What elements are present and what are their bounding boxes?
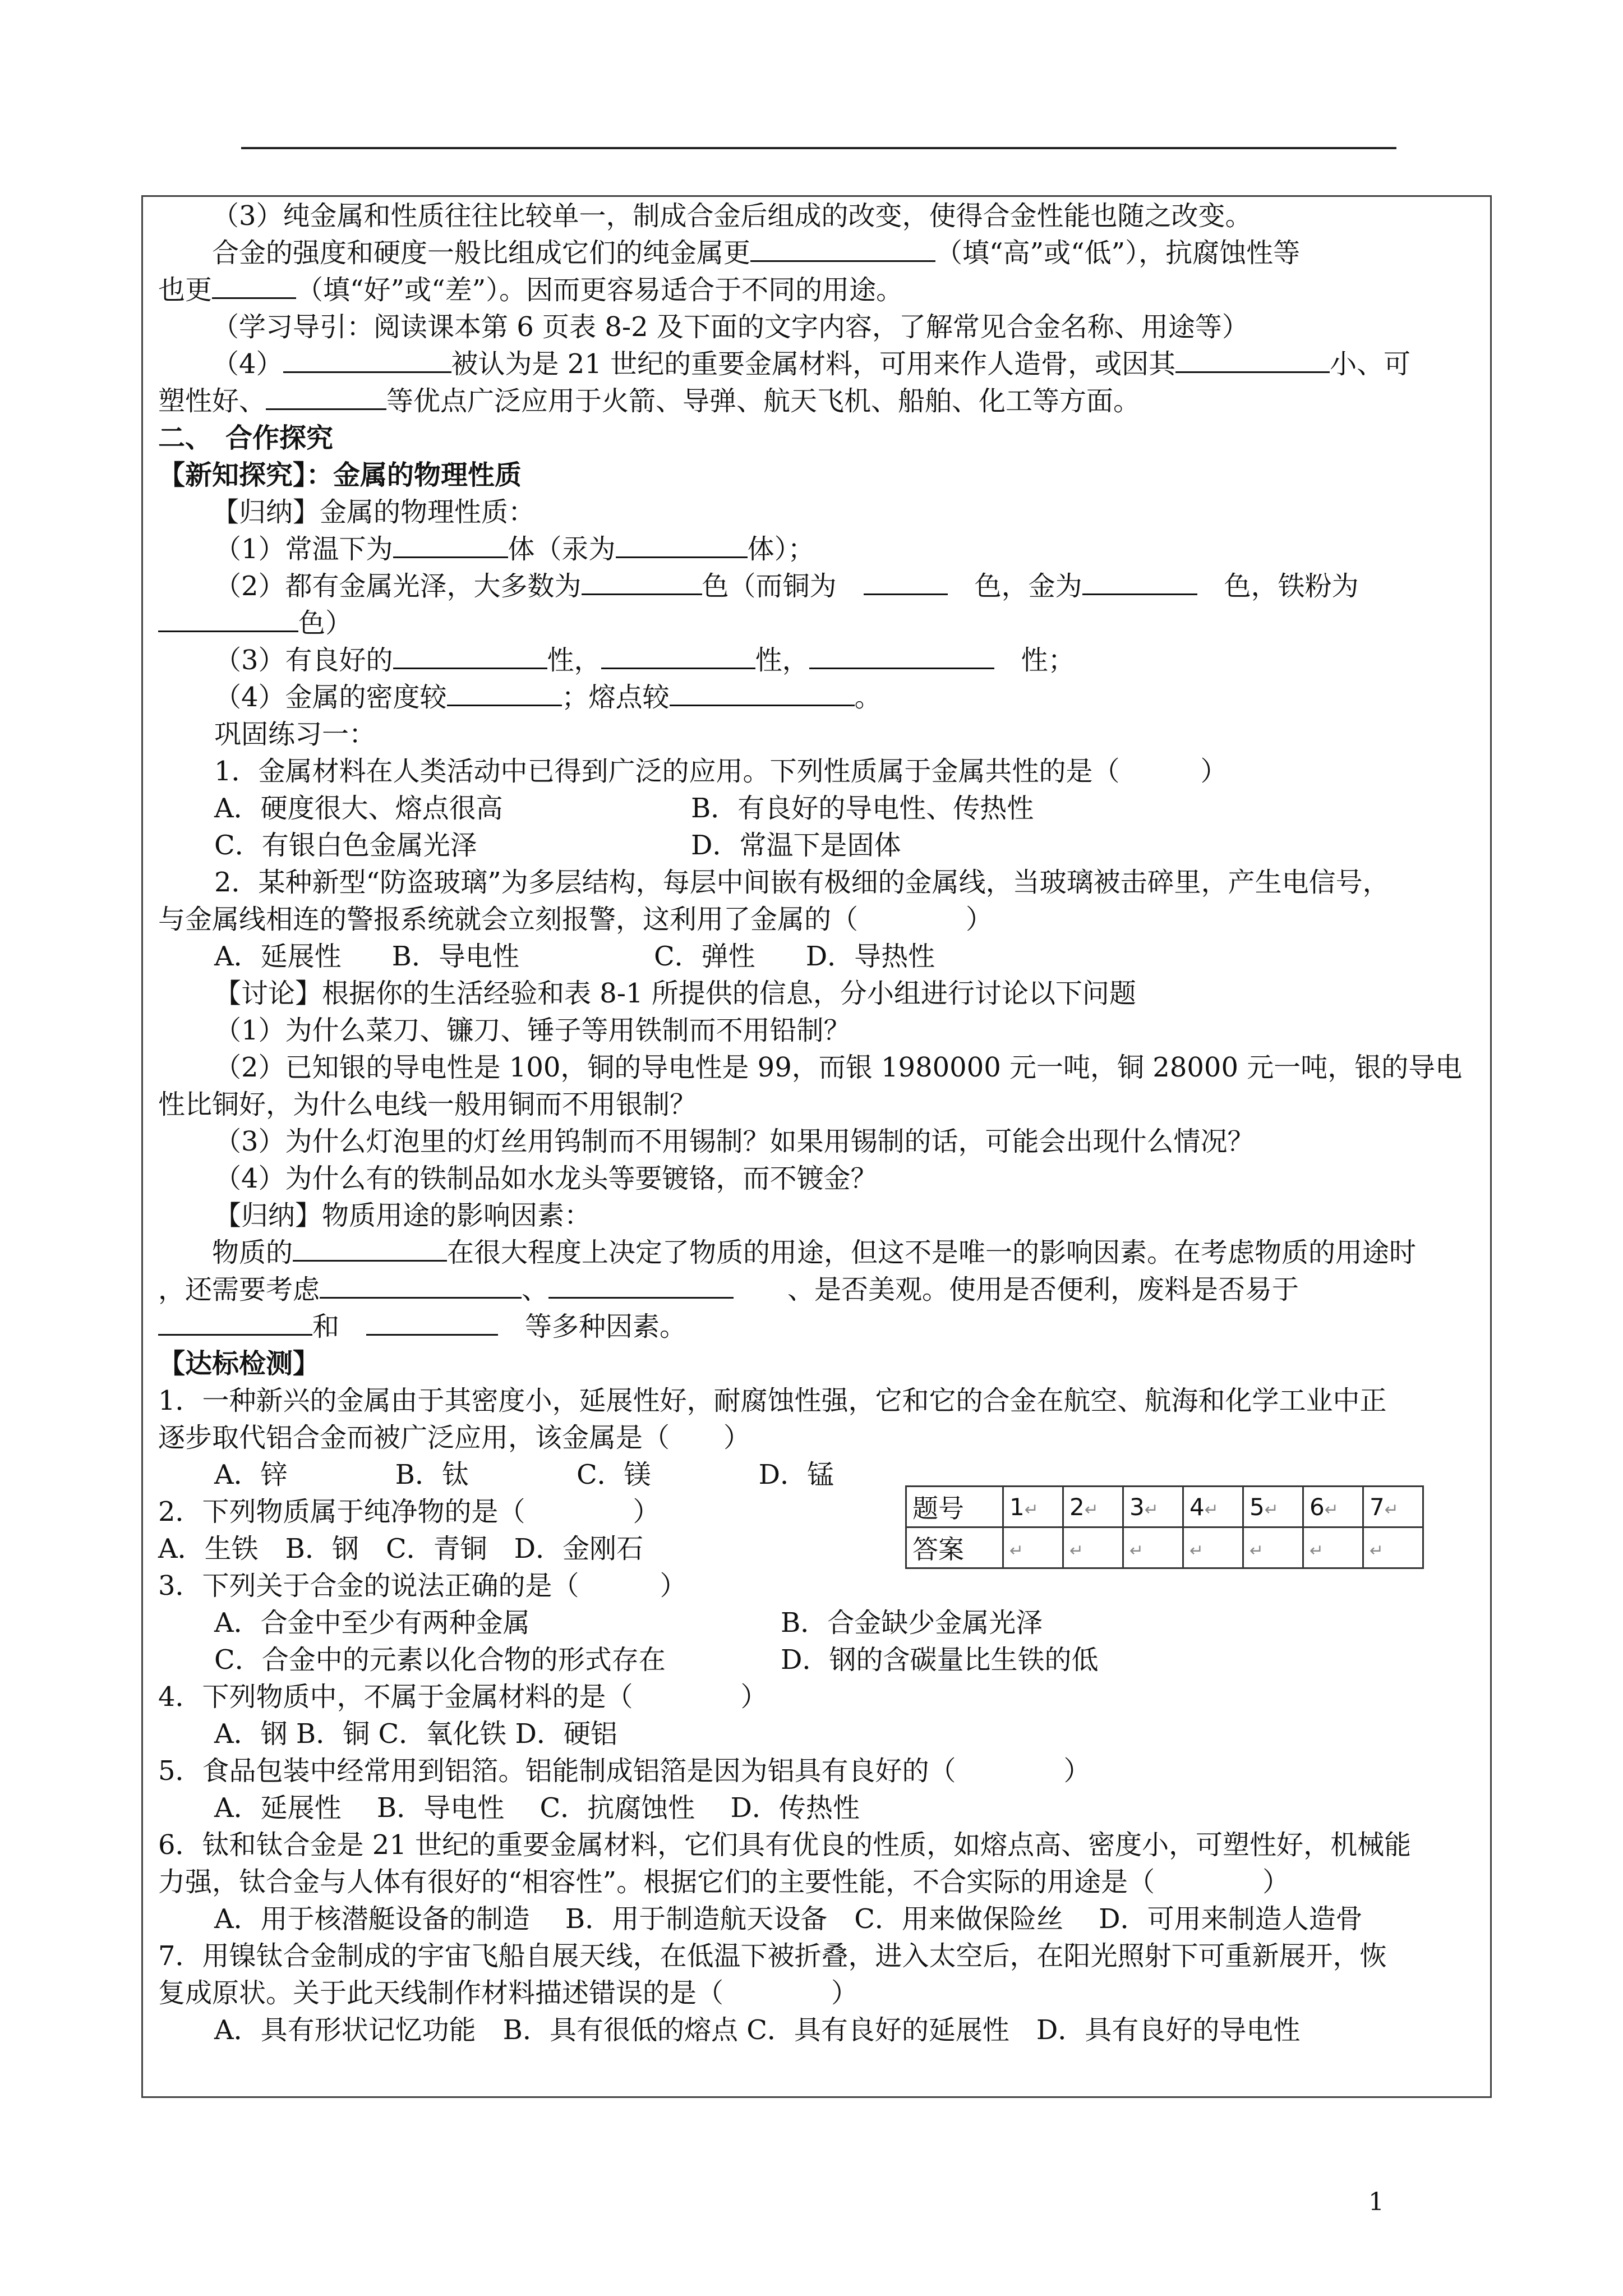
text: （1）常温下为	[214, 533, 393, 565]
fill-blank[interactable]	[1082, 571, 1197, 595]
text-line	[158, 383, 1482, 420]
text: 性，	[547, 645, 601, 676]
text: 性；	[1021, 645, 1075, 676]
text: 性，	[755, 645, 809, 676]
worksheet-content	[158, 195, 1482, 2049]
fill-blank[interactable]	[447, 682, 562, 706]
text-line	[158, 642, 1482, 679]
text: （4）金属的密度较	[214, 682, 447, 713]
answer-table-header: 答案	[906, 1527, 1003, 1568]
question: 7．用镍钛合金制成的宇宙飞船自展天线，在低温下被折叠，进入太空后，在阳光照射下可重新展开，恢	[158, 1940, 1387, 1972]
text-line: 【归纳】金属的物理性质：	[212, 496, 536, 528]
text-line	[158, 1271, 1482, 1308]
text: （4）	[212, 348, 283, 380]
question: 2．下列物质属于纯净物的是（ ）	[158, 1496, 660, 1527]
option-c[interactable]: C．合金中的元素以化合物的形式存在	[214, 1644, 666, 1676]
answer-cell[interactable]: ↵	[1243, 1527, 1303, 1568]
answer-cell[interactable]: ↵	[1303, 1527, 1363, 1568]
text-line	[158, 605, 1482, 642]
text: 色）	[298, 608, 353, 639]
question: 力强，钛合金与人体有很好的“相容性”。根据它们的主要性能，不合实际的用途是（ ）	[158, 1866, 1290, 1898]
answer-cell[interactable]: ↵	[1363, 1527, 1423, 1568]
text: 等多种因素。	[525, 1311, 687, 1342]
text-line	[158, 679, 1482, 716]
text-line: （4）为什么有的铁制品如水龙头等要镀铬，而不镀金？	[214, 1163, 878, 1194]
option-d[interactable]: D．钢的含碳量比生铁的低	[781, 1644, 1099, 1676]
question: 与金属线相连的警报系统就会立刻报警，这利用了金属的（ ）	[158, 904, 993, 935]
fill-blank[interactable]	[548, 1274, 734, 1299]
question: 2．某种新型“防盗玻璃”为多层结构，每层中间嵌有极细的金属线，当玻璃被击碎里，产生电信号，	[214, 867, 1390, 898]
text-line: 性比铜好，为什么电线一般用铜而不用银制？	[158, 1089, 697, 1120]
question: 3．下列关于合金的说法正确的是（ ）	[158, 1570, 687, 1602]
question: 逐步取代铝合金而被广泛应用，该金属是（ ）	[158, 1422, 751, 1453]
question: 1．一种新兴的金属由于其密度小，延展性好，耐腐蚀性强，它和它的合金在航空、航海和化学工业中正	[158, 1385, 1387, 1416]
question-number-cell: 5↵	[1243, 1487, 1303, 1527]
option-d[interactable]: D．常温下是固体	[691, 830, 901, 861]
text: 塑性好、	[158, 385, 266, 417]
text-line: 【讨论】根据你的生活经验和表 8-1 所提供的信息，分小组进行讨论以下问题	[214, 978, 1136, 1009]
question: 1．金属材料在人类活动中已得到广泛的应用。下列性质属于金属共性的是（ ）	[214, 756, 1228, 787]
text: 、是否美观。使用是否便利，废料是否易于	[787, 1274, 1299, 1305]
option-line: A．具有形状记忆功能 B．具有很低的熔点 C．具有良好的延展性 D．具有良好的导电性	[214, 2014, 1301, 2046]
fill-blank[interactable]	[1175, 349, 1330, 373]
section-heading: 【新知探究】：金属的物理性质	[158, 459, 522, 491]
text-line	[158, 197, 1482, 234]
question-number-cell: 6↵	[1303, 1487, 1363, 1527]
fill-blank[interactable]	[616, 534, 748, 558]
answer-table-number-row	[906, 1487, 1423, 1527]
option-line	[158, 790, 1482, 827]
answer-cell[interactable]: ↵	[1063, 1527, 1123, 1568]
answer-table-answer-row	[906, 1527, 1423, 1568]
text-line: （2）已知银的导电性是 100，铜的导电性是 99，而银 1980000 元一吨，铜 28000 元一吨，银的导电	[214, 1052, 1463, 1083]
option-line	[158, 1604, 1482, 1641]
option-a[interactable]: A．延展性	[214, 941, 342, 972]
answer-cell[interactable]: ↵	[1123, 1527, 1183, 1568]
fill-blank[interactable]	[582, 571, 702, 595]
text-line	[158, 1308, 1482, 1345]
fill-blank[interactable]	[158, 1312, 312, 1336]
option-a[interactable]: A．硬度很大、熔点很高	[214, 793, 503, 824]
text: 也更	[158, 274, 213, 306]
option-line	[158, 1641, 1482, 1678]
text: 色，铁粉为	[1224, 570, 1359, 602]
text: 被认为是 21 世纪的重要金属材料，可用来作人造骨，或因其	[451, 348, 1176, 380]
fill-blank[interactable]	[158, 608, 298, 632]
question: 复成原状。关于此天线制作材料描述错误的是（ ）	[158, 1977, 859, 2009]
text-line: （1）为什么菜刀、镰刀、锤子等用铁制而不用铅制？	[214, 1015, 851, 1046]
text: 色（而铜为	[702, 570, 837, 602]
section-heading: 【达标检测】	[158, 1348, 320, 1379]
option-b[interactable]: B．导电性	[391, 941, 519, 972]
question-number-cell: 2↵	[1063, 1487, 1123, 1527]
text: 等优点广泛应用于火箭、导弹、航天飞机、船舶、化工等方面。	[386, 385, 1141, 417]
text-line: 【归纳】物质用途的影响因素：	[214, 1200, 592, 1231]
option-c[interactable]: C．弹性	[653, 941, 755, 972]
fill-blank[interactable]	[670, 682, 855, 706]
option-line: A．锌 B．钛 C．镁 D．锰	[214, 1459, 834, 1490]
text-line	[158, 1234, 1482, 1271]
text-line: 巩固练习一：	[214, 719, 376, 750]
fill-blank[interactable]	[320, 1274, 522, 1299]
text: （填“高”或“低”），抗腐蚀性等	[935, 237, 1301, 269]
fill-blank[interactable]	[864, 571, 948, 595]
text: 体）；	[747, 533, 815, 565]
text-line	[158, 234, 1482, 272]
option-d[interactable]: D．导热性	[805, 941, 935, 972]
fill-blank[interactable]	[393, 534, 508, 558]
answer-table-header: 题号	[906, 1487, 1003, 1527]
fill-blank[interactable]	[283, 349, 451, 373]
text: ；熔点较	[561, 682, 670, 713]
page-number: 1	[1368, 2188, 1384, 2216]
answer-cell[interactable]: ↵	[1183, 1527, 1243, 1568]
text: 在很大程度上决定了物质的用途，但这不是唯一的影响因素。在考虑物质的用途时	[447, 1237, 1417, 1268]
text: （3）纯金属和性质往往比较单一，制成合金后组成的改变，使得合金性能也随之改变。	[212, 200, 1252, 232]
question-number-cell: 4↵	[1183, 1487, 1243, 1527]
question: 4．下列物质中，不属于金属材料的是（ ）	[158, 1681, 768, 1713]
fill-blank[interactable]	[393, 645, 547, 669]
fill-blank[interactable]	[212, 275, 296, 299]
option-line: A．延展性 B．导电性 C．抗腐蚀性 D．传热性	[214, 1792, 860, 1824]
option-b[interactable]: B．有良好的导电性、传热性	[691, 793, 1034, 824]
text-line	[158, 309, 1482, 346]
text-line	[158, 272, 1482, 309]
text: （学习导引：阅读课本第 6 页表 8-2 及下面的文字内容，了解常见合金名称、用途等）	[212, 311, 1249, 343]
question-number-cell: 3↵	[1123, 1487, 1183, 1527]
question-number-cell: 7↵	[1363, 1487, 1423, 1527]
text-line	[158, 531, 1482, 568]
answer-table	[905, 1485, 1424, 1569]
text-line	[158, 568, 1482, 605]
text: 物质的	[212, 1237, 293, 1268]
text: 体（汞为	[508, 533, 616, 565]
option-line: A．钢 B．铜 C．氧化铁 D．硬铝	[214, 1718, 617, 1750]
option-b[interactable]: B．合金缺少金属光泽	[781, 1607, 1043, 1639]
fill-blank[interactable]	[366, 1312, 498, 1336]
fill-blank[interactable]	[266, 386, 386, 410]
text: 。	[854, 682, 882, 713]
question: 5．食品包装中经常用到铝箔。铝能制成铝箔是因为铝具有良好的（ ）	[158, 1755, 1091, 1787]
text: ，还需要考虑	[158, 1274, 320, 1305]
option-line	[158, 938, 1482, 975]
question: 6．钛和钛合金是 21 世纪的重要金属材料，它们具有优良的性质，如熔点高、密度小，可塑性好，机械能	[158, 1829, 1412, 1861]
text: （2）都有金属光泽，大多数为	[214, 570, 582, 602]
text-line	[158, 346, 1482, 383]
text-line: （3）为什么灯泡里的灯丝用钨制而不用锡制？如果用锡制的话，可能会出现什么情况？	[214, 1126, 1255, 1157]
fill-blank[interactable]	[750, 238, 935, 262]
text: 色，金为	[974, 570, 1082, 602]
text: 合金的强度和硬度一般比组成它们的纯金属更	[212, 237, 751, 269]
text: 小、可	[1330, 348, 1411, 380]
question-number-cell: 1↵	[1003, 1487, 1063, 1527]
option-c[interactable]: C．有银白色金属光泽	[214, 830, 477, 861]
fill-blank[interactable]	[809, 645, 994, 669]
header-rule	[241, 147, 1396, 149]
text: （填“好”或“差”）。因而更容易适合于不同的用途。	[296, 274, 903, 306]
text: 和	[312, 1311, 340, 1342]
fill-blank[interactable]	[601, 645, 755, 669]
section-heading: 二、 合作探究	[158, 422, 334, 454]
option-line	[158, 827, 1482, 864]
option-a[interactable]: A．合金中至少有两种金属	[214, 1607, 530, 1639]
fill-blank[interactable]	[293, 1237, 447, 1262]
option-line: A．生铁 B．钢 C．青铜 D．金刚石	[158, 1533, 644, 1565]
text: 、	[522, 1274, 549, 1305]
answer-cell[interactable]: ↵	[1003, 1527, 1063, 1568]
option-line: A．用于核潜艇设备的制造 B．用于制造航天设备 C．用来做保险丝 D．可用来制造人造骨	[214, 1903, 1363, 1935]
text: （3）有良好的	[214, 645, 393, 676]
